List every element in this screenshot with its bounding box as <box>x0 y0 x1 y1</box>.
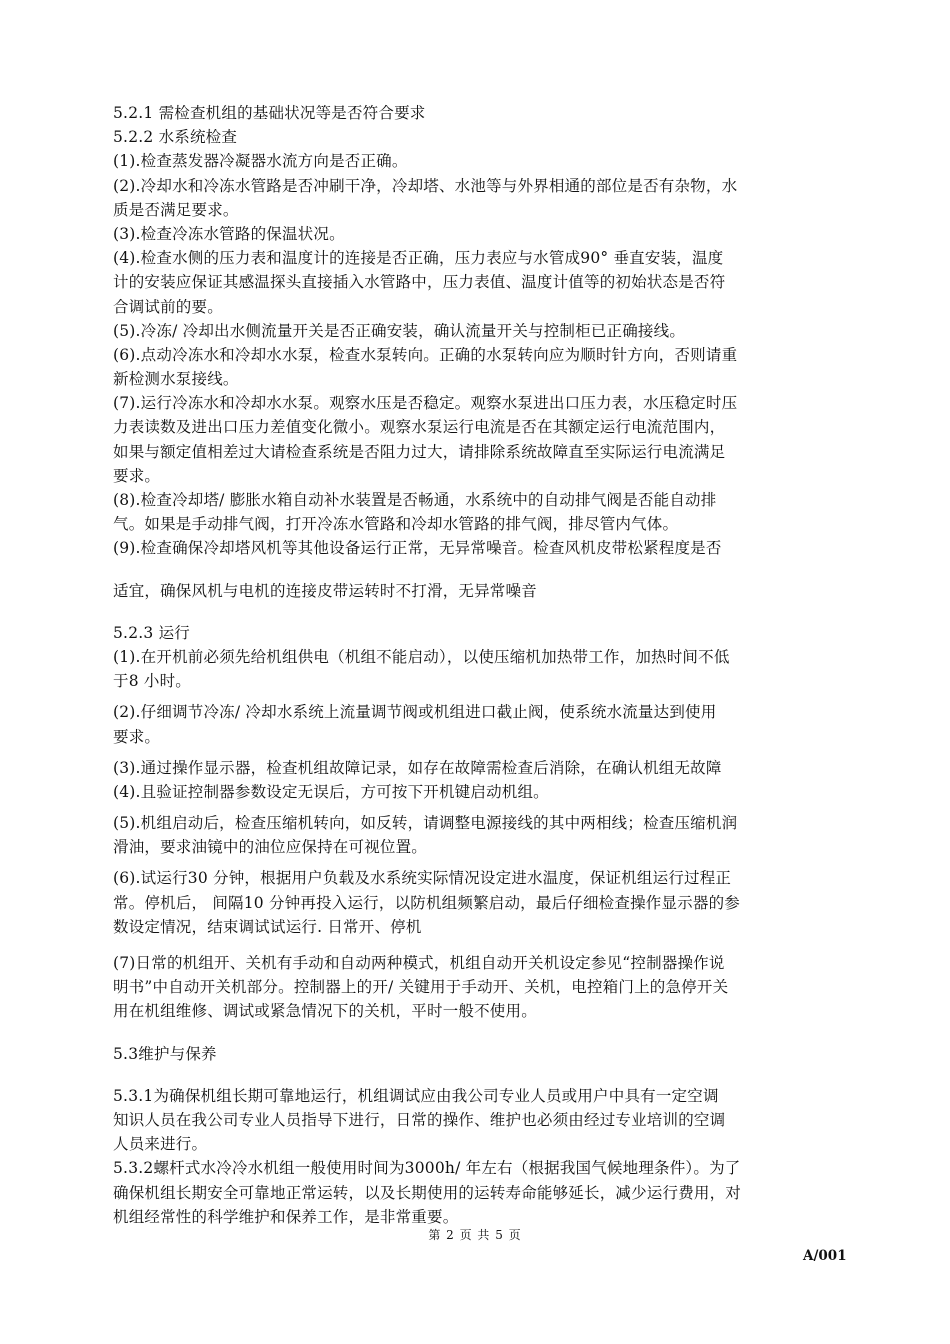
text-line: (3).通过操作显示器，检查机组故障记录，如存在故障需检查后消除，在确认机组无故障 <box>113 758 722 777</box>
text-line: (7).运行冷冻水和冷却水水泵。观察水压是否稳定。观察水泵进出口压力表，水压稳定时压 <box>113 394 738 413</box>
text-line: 要求。 <box>113 727 161 746</box>
text-line: 滑油，要求油镜中的油位应保持在可视位置。 <box>113 838 428 857</box>
text-line: (4).检查水侧的压力表和温度计的连接是否正确，压力表应与水管成90° 垂直安装，温度 <box>113 249 724 268</box>
text-line: 5.2.2 水系统检查 <box>113 128 238 147</box>
text-line: (2).仔细调节冷冻/ 冷却水系统上流量调节阀或机组进口截止阀，使系统水流量达到使用 <box>113 703 717 722</box>
text-line: (5).冷冻/ 冷却出水侧流量开关是否正确安装，确认流量开关与控制柜已正确接线。 <box>113 321 686 340</box>
text-line: 知识人员在我公司专业人员指导下进行，日常的操作、维护也必须由经过专业培训的空调 <box>113 1110 726 1129</box>
text-line: (3).检查冷冻水管路的保温状况。 <box>113 224 345 243</box>
text-line: (2).冷却水和冷冻水管路是否冲刷干净，冷却塔、水池等与外界相通的部位是否有杂物，水 <box>113 176 738 195</box>
text-line: 如果与额定值相差过大请检查系统是否阻力过大，请排除系统故障直至实际运行电流满足 <box>113 442 726 461</box>
text-line: 人员来进行。 <box>113 1135 208 1154</box>
text-line: 质是否满足要求。 <box>113 200 239 219</box>
text-line: (6).试运行30 分钟，根据用户负载及水系统实际情况设定进水温度，保证机组运行过程正 <box>113 869 732 888</box>
text-line: 5.2.1 需检查机组的基础状况等是否符合要求 <box>113 104 426 122</box>
text-line: 于8 小时。 <box>113 672 191 691</box>
section-heading: 5.2.3 运行 <box>113 623 190 642</box>
text-line: 5.3.2螺杆式水冷冷水机组一般使用时间为3000h/ 年左右（根据我国气候地理条件）。为了 <box>113 1159 741 1178</box>
document-body <box>113 101 865 1229</box>
text-line: 机组经常性的科学维护和保养工作，是非常重要。 <box>113 1207 459 1226</box>
text-line: 明书”中自动开关机部分。控制器上的开/ 关键用于手动开、关机，电控箱门上的急停开关 <box>113 978 729 997</box>
document-code: A/001 <box>803 1248 847 1264</box>
text-line: 气。如果是手动排气阀，打开冷冻水管路和冷却水管路的排气阀，排尽管内气体。 <box>113 515 679 534</box>
section-heading: 5.3维护与保养 <box>113 1044 217 1063</box>
text-line: 要求。 <box>113 466 161 485</box>
text-line: (9).检查确保冷却塔风机等其他设备运行正常，无异常噪音。检查风机皮带松紧程度是否 <box>113 539 722 558</box>
text-line: 5.3.1为确保机组长期可靠地运行，机组调试应由我公司专业人员或用户中具有一定空调 <box>113 1086 719 1105</box>
text-line: (8).检查冷却塔/ 膨胀水箱自动补水装置是否畅通，水系统中的自动排气阀是否能自动排 <box>113 491 717 509</box>
text-line: 数设定情况，结束调试试运行. 日常开、停机 <box>113 917 422 936</box>
text-line: 新检测水泵接线。 <box>113 370 239 389</box>
text-line: 力表读数及进出口压力差值变化微小。观察水泵运行电流是否在其额定运行电流范围内， <box>113 418 726 437</box>
text-line: 用在机组维修、调试或紧急情况下的关机，平时一般不使用。 <box>113 1002 537 1021</box>
text-line: 计的安装应保证其感温探头直接插入水管路中，压力表值、温度计值等的初始状态是否符 <box>113 273 726 292</box>
text-line: (6).点动冷冻水和冷却水水泵，检查水泵转向。正确的水泵转向应为顺时针方向，否则请重 <box>113 345 738 364</box>
text-line: (1).检查蒸发器冷凝器水流方向是否正确。 <box>113 152 408 171</box>
text-line: 常。停机后， 间隔10 分钟再投入运行，以防机组频繁启动，最后仔细检查操作显示器的参 <box>113 893 740 912</box>
text-line: (4).且验证控制器参数设定无误后，方可按下开机键启动机组。 <box>113 782 549 801</box>
text-line: 合调试前的要。 <box>113 297 223 316</box>
text-line: (1).在开机前必须先给机组供电（机组不能启动），以使压缩机加热带工作，加热时间不低 <box>113 647 730 666</box>
page-number: 第 2 页 共 5 页 <box>428 1228 522 1242</box>
text-line: 适宜，确保风机与电机的连接皮带运转时不打滑，无异常噪音 <box>113 581 537 600</box>
text-line: 确保机组长期安全可靠地正常运转，以及长期使用的运转寿命能够延长，减少运行费用，对 <box>113 1183 742 1202</box>
text-line: (5).机组启动后，检查压缩机转向，如反转，请调整电源接线的其中两相线；检查压缩机润 <box>113 814 738 833</box>
text-line: (7)日常的机组开、关机有手动和自动两种模式，机组自动开关机设定参见“控制器操作说 <box>113 954 725 972</box>
